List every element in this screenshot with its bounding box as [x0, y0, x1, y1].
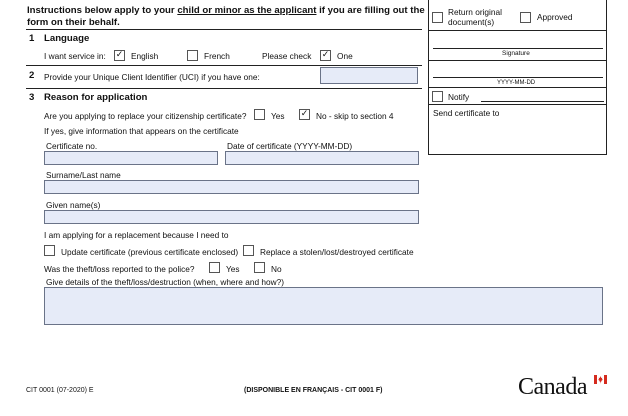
one-label: One	[337, 51, 353, 61]
section-3-number: 3	[29, 92, 35, 103]
if-yes-note: If yes, give information that appears on the certificate	[44, 126, 239, 136]
return-original-label-1: Return original	[448, 7, 502, 17]
replacement-prompt: I am applying for a replacement because I need to	[44, 230, 229, 240]
section-2-number: 2	[29, 70, 35, 81]
cert-date-label: Date of certificate (YYYY-MM-DD)	[227, 141, 353, 151]
notify-label: Notify	[448, 92, 470, 102]
french-label: French	[204, 51, 230, 61]
replace-certificate-checkbox[interactable]	[243, 245, 254, 256]
instructions-pre: Instructions below apply to your	[27, 5, 178, 16]
header-divider	[26, 29, 422, 30]
replace-no-checkbox[interactable]: ✓	[300, 109, 309, 119]
cert-no-field[interactable]	[44, 151, 218, 165]
instructions-emphasis: child or minor as the applicant	[177, 5, 317, 16]
english-label: English	[131, 51, 159, 61]
police-question: Was the theft/loss reported to the police?	[44, 264, 195, 274]
language-prompt: I want service in:	[44, 51, 106, 61]
approved-label: Approved	[537, 12, 573, 22]
date-label: YYYY-MM-DD	[497, 80, 536, 86]
instructions-line-2: form on their behalf.	[27, 17, 120, 28]
replace-no-label: No - skip to section 4	[316, 111, 394, 121]
police-yes-label: Yes	[226, 264, 240, 274]
given-names-field[interactable]	[44, 210, 419, 224]
police-yes-checkbox[interactable]	[209, 262, 220, 273]
uci-field[interactable]	[320, 67, 418, 84]
office-box-divider-2	[429, 60, 606, 61]
section-2-divider	[26, 88, 422, 89]
cert-date-field[interactable]	[225, 151, 419, 165]
surname-field[interactable]	[44, 180, 419, 194]
details-field[interactable]	[44, 287, 603, 325]
replace-certificate-label: Replace a stolen/lost/destroyed certificate	[260, 247, 414, 257]
maple-flag-icon	[594, 375, 607, 384]
date-line	[433, 77, 603, 78]
police-no-checkbox[interactable]	[254, 262, 265, 273]
section-1-divider	[26, 65, 422, 66]
please-check-label: Please check	[262, 51, 312, 61]
cert-no-label: Certificate no.	[46, 141, 98, 151]
office-box-divider-4	[429, 104, 606, 105]
notify-line	[481, 101, 604, 102]
english-checkbox[interactable]: ✓	[115, 50, 124, 60]
return-original-checkbox[interactable]	[432, 12, 443, 23]
notify-checkbox[interactable]	[432, 91, 443, 102]
one-checkbox[interactable]: ✓	[321, 50, 330, 60]
send-certificate-label: Send certificate to	[433, 108, 500, 118]
office-box-divider-3	[429, 87, 606, 88]
french-checkbox[interactable]	[187, 50, 198, 61]
surname-label: Surname/Last name	[46, 170, 121, 180]
french-availability-note: (DISPONIBLE EN FRANÇAIS - CIT 0001 F)	[244, 387, 383, 394]
instructions-line-1	[27, 6, 425, 16]
replace-yes-checkbox[interactable]	[254, 109, 265, 120]
signature-label: Signature	[502, 50, 530, 57]
section-1-title: Language	[44, 33, 90, 44]
update-certificate-checkbox[interactable]	[44, 245, 55, 256]
details-label: Give details of the theft/loss/destruction (when, where and how?)	[46, 277, 284, 287]
replace-question: Are you applying to replace your citizenship certificate?	[44, 111, 247, 121]
given-names-label: Given name(s)	[46, 200, 101, 210]
police-no-label: No	[271, 264, 282, 274]
canada-wordmark-text: Canada	[518, 374, 587, 400]
section-3-title: Reason for application	[44, 92, 148, 103]
instructions-post: if you are filling out the	[316, 5, 425, 16]
return-original-label-2: document(s)	[448, 17, 495, 27]
replace-yes-label: Yes	[271, 111, 285, 121]
update-certificate-label: Update certificate (previous certificate enclosed)	[61, 247, 239, 257]
signature-line	[433, 48, 603, 49]
approved-checkbox[interactable]	[520, 12, 531, 23]
section-1-number: 1	[29, 33, 35, 44]
office-box-divider-1	[429, 30, 606, 31]
form-code: CIT 0001 (07-2020) E	[26, 387, 94, 394]
canada-wordmark	[518, 374, 608, 404]
uci-prompt: Provide your Unique Client Identifier (UCI) if you have one:	[44, 72, 260, 82]
